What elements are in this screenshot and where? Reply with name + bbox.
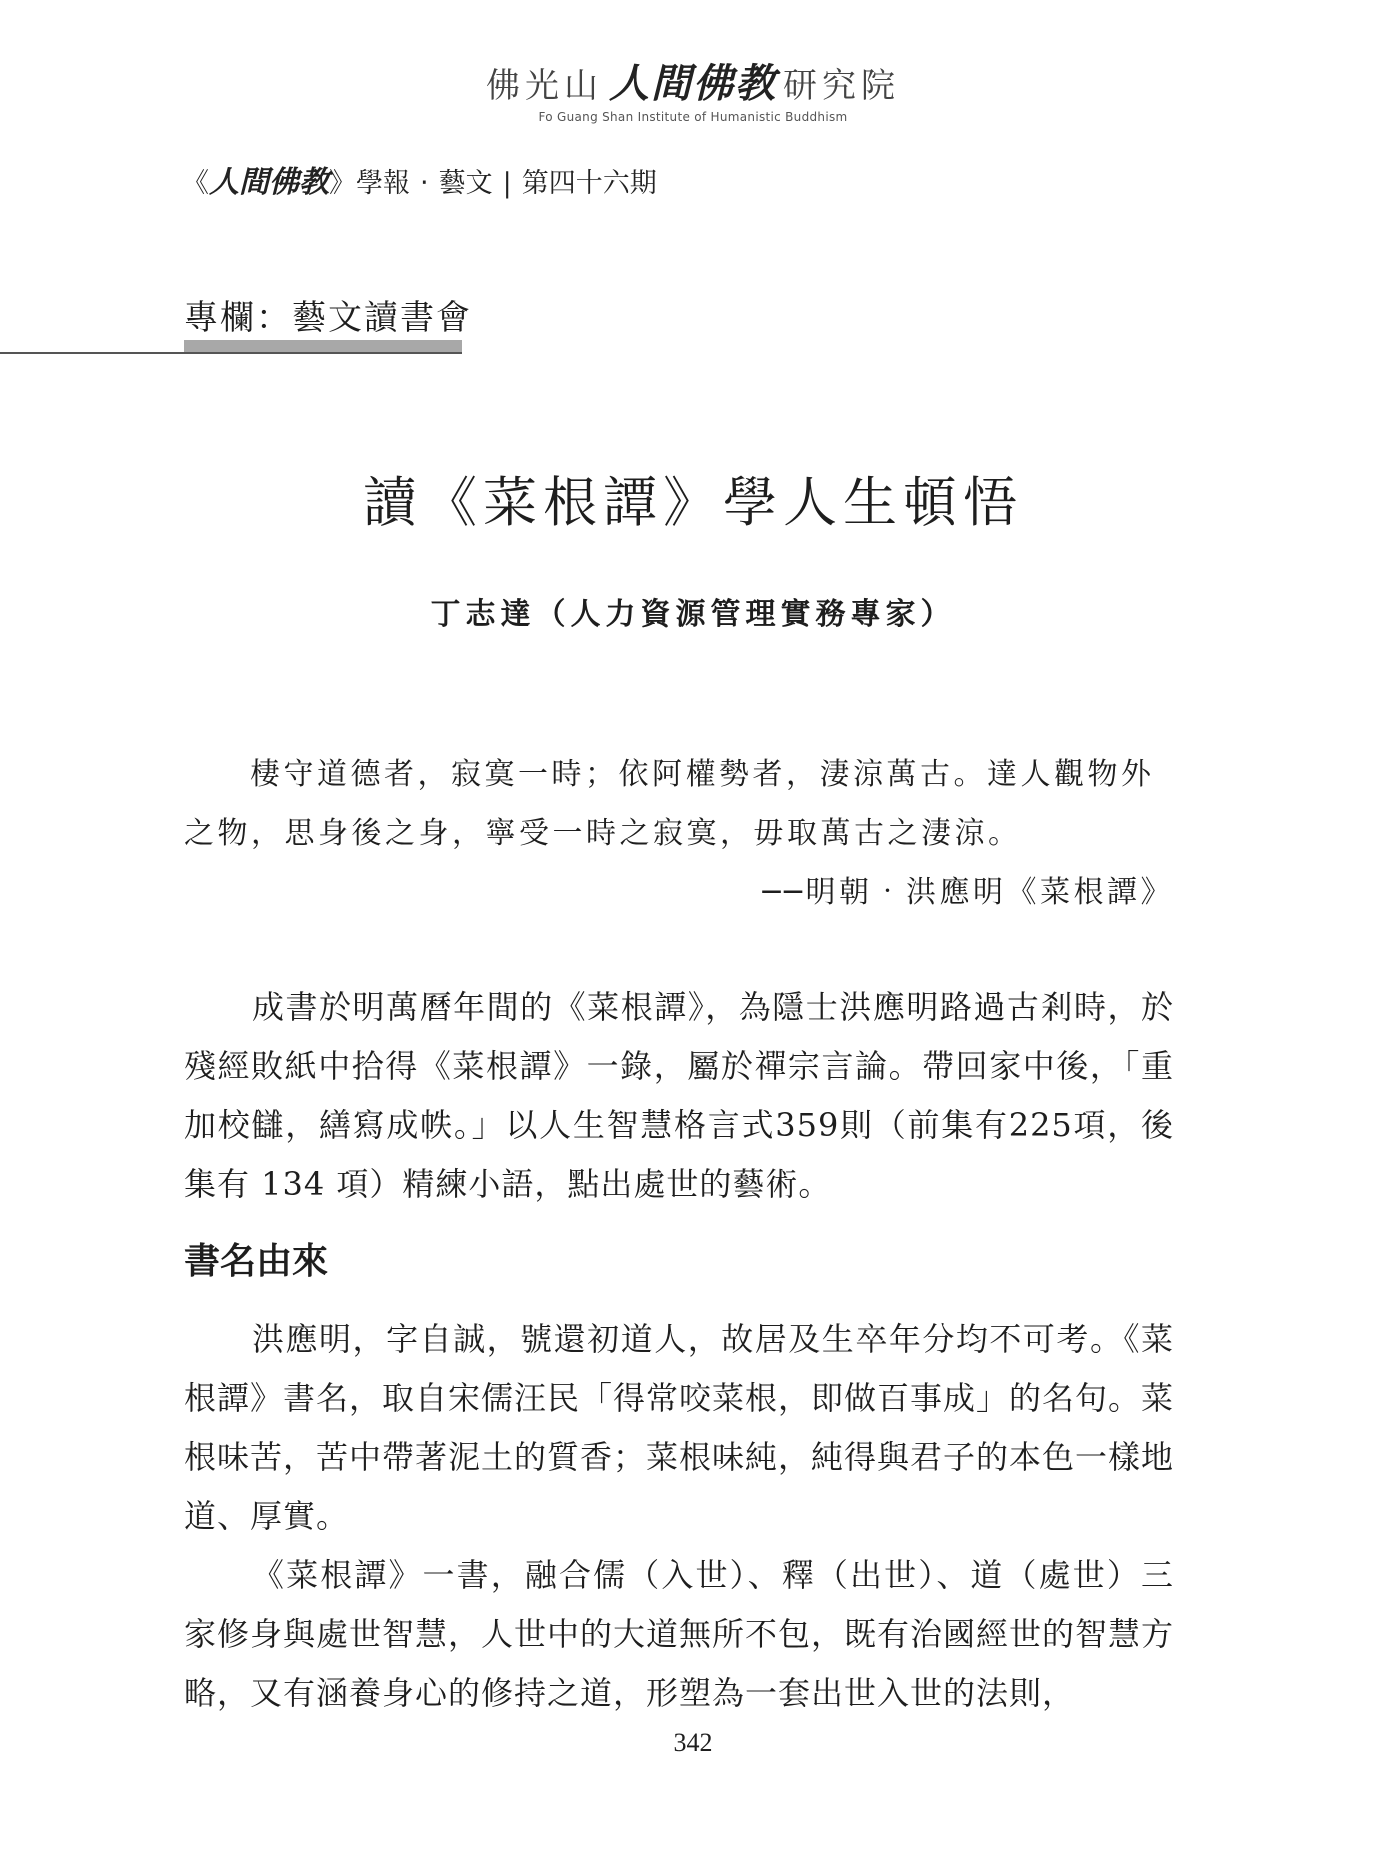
epigraph-source: ──明朝‧洪應明《菜根譚》 [762,875,1174,910]
section-paragraph: 洪應明，字自誠，號還初道人，故居及生卒年分均不可考。《菜根譚》書名，取自宋儒汪民「得常咬菜根，即做百事成」的名句。菜根味苦，苦中帶著泥土的質香；菜根味純，純得與君子的本色一樣地道、厚實。 [184,1320,1175,1535]
institute-english-name: Fo Guang Shan Institute of Humanistic Buddhism [538,110,848,124]
institute-suffix: 研究院 [783,66,900,106]
institute-name [0,62,1386,108]
intro-paragraph: 成書於明萬曆年間的《菜根譚》，為隱士洪應明路過古剎時，於殘經敗紙中拾得《菜根譚》一錄，屬於禪宗言論。帶回家中後，「重加校讎，繕寫成帙。」以人生智慧格言式359則（前集有225項，後集有 134 項）精練小語，點出處世的藝術。 [184,988,1174,1203]
institute-brand-logo: 人間佛教 [609,61,777,107]
journal-dot: ‧ [420,168,429,199]
institute-header [0,62,1386,124]
page-number: 342 [673,1728,713,1757]
journal-title: 》學報 [329,168,410,199]
journal-open-bracket: 《 [182,168,209,199]
institute-prefix: 佛光山 [486,66,603,106]
article-author: 丁志達（人力資源管理實務專家） [430,597,956,632]
section-body [184,1310,1174,1723]
epigraph [184,745,1174,922]
section-heading: 書名由來 [184,1241,329,1282]
article-title: 讀《菜根譚》學人生頓悟 [363,471,1023,534]
epigraph-text: 棲守道德者，寂寞一時；依阿權勢者，淒涼萬古。達人觀物外之物，思身後之身，寧受一時之寂寞，毋取萬古之淒涼。 [184,757,1155,851]
column-label: 專欄：藝文讀書會 [184,298,472,338]
intro-section [184,978,1174,1214]
journal-issue: 第四十六期 [521,168,657,199]
column-rule [0,352,462,354]
section-paragraph: 《菜根譚》一書，融合儒（入世）、釋（出世）、道（處世）三家修身與處世智慧，人世中的大道無所不包，既有治國經世的智慧方略，又有涵養身心的修持之道，形塑為一套出世入世的法則， [184,1556,1175,1712]
journal-running-header [182,165,657,202]
journal-brand-logo: 人間佛教 [209,165,329,200]
journal-separator: | [502,168,512,199]
column-underline-shade [184,340,462,352]
journal-section: 藝文 [438,168,493,199]
